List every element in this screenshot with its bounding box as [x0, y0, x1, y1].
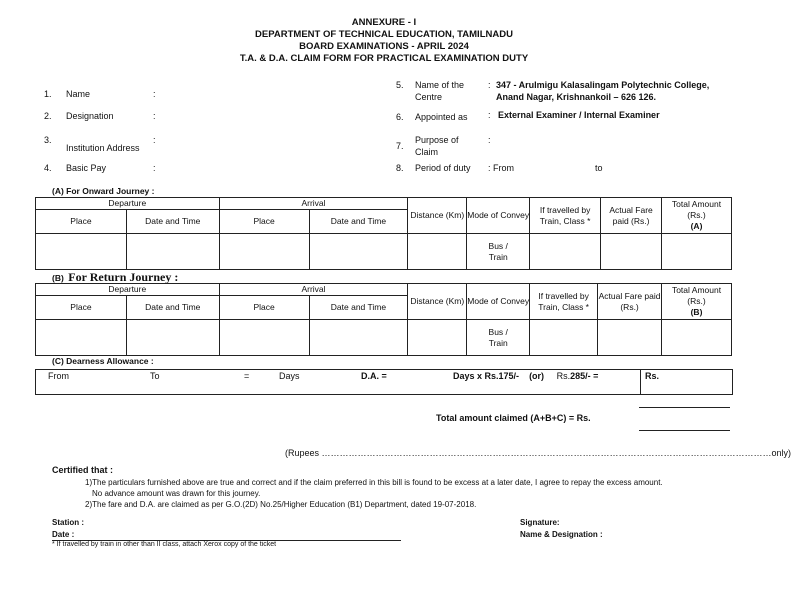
footnote: * If travelled by train in other than II class, attach Xerox copy of the ticket [52, 541, 277, 548]
field-1-num: 1. [44, 89, 52, 99]
return-departure-header: Departure [36, 284, 220, 296]
annexure-title: ANNEXURE - I [351, 17, 417, 28]
return-train-class-header: If travelled by Train, Class * [530, 284, 598, 320]
return-arrival-header: Arrival [219, 284, 408, 296]
return-distance-header: Distance (Km) [408, 284, 467, 320]
field-2-num: 2. [44, 111, 52, 121]
da-divider [640, 369, 641, 394]
appointed-as-label: Appointed as [415, 112, 468, 122]
certified-point-1b: No advance amount was drawn for this journey. [92, 489, 261, 498]
return-dep-datetime-header: Date and Time [126, 296, 219, 320]
return-total-label: Total Amount (Rs.) [671, 285, 722, 306]
centre-label-2: Centre [415, 92, 443, 102]
period-to-label: to [595, 163, 603, 173]
exam-title: BOARD EXAMINATIONS - APRIL 2024 [299, 41, 469, 52]
onward-mode-header: Mode of Convey [467, 198, 530, 234]
total-line-top [639, 407, 730, 408]
return-train-class-cell[interactable] [530, 320, 598, 356]
onward-journey-title: (A) For Onward Journey : [52, 186, 155, 196]
return-arr-place-cell[interactable] [219, 320, 309, 356]
field-3-num: 3. [44, 135, 52, 145]
return-mode-header: Mode of Convey [467, 284, 530, 320]
onward-mode-cell[interactable] [467, 234, 530, 270]
return-total-cell[interactable] [662, 320, 732, 356]
da-or: (or) [529, 371, 545, 381]
station-label: Station : [52, 518, 84, 527]
basic-pay-label: Basic Pay [66, 163, 107, 173]
return-dep-place-header: Place [36, 296, 127, 320]
return-fare-cell[interactable] [598, 320, 662, 356]
field-7-num: 7. [396, 141, 404, 151]
department-title: DEPARTMENT OF TECHNICAL EDUCATION, TAMILNADU [255, 29, 513, 40]
da-rate-calc [453, 371, 598, 381]
date-label: Date : [52, 530, 75, 539]
onward-journey-table [35, 197, 732, 270]
onward-arr-datetime-cell[interactable] [309, 234, 408, 270]
return-dep-place-cell[interactable] [36, 320, 127, 356]
appointed-as-value: External Examiner / Internal Examiner [498, 110, 660, 120]
da-from: From [48, 371, 69, 381]
field-5-num: 5. [396, 80, 404, 90]
onward-distance-header: Distance (Km) [408, 198, 467, 234]
return-total-header [662, 284, 732, 320]
total-claimed-label: Total amount claimed (A+B+C) = Rs. [436, 413, 591, 423]
total-line-bottom [639, 430, 730, 431]
rupees-in-words: (Rupees ……………………………………………………………………………………………………………………………………only) [285, 448, 791, 458]
certified-title: Certified that : [52, 465, 114, 475]
designation-label: Designation [66, 111, 114, 121]
appointed-as-colon: : [488, 110, 491, 120]
da-da-equals: D.A. = [361, 371, 387, 381]
return-mode-cell[interactable] [467, 320, 530, 356]
onward-distance-cell[interactable] [408, 234, 467, 270]
da-title: (C) Dearness Allowance : [52, 356, 154, 366]
purpose-label-1: Purpose of [415, 135, 459, 145]
period-of-duty-label: Period of duty [415, 163, 471, 173]
da-rs: Rs. [645, 371, 660, 381]
da-to: To [150, 371, 160, 381]
period-from-label: : From [488, 163, 514, 173]
onward-dep-datetime-header: Date and Time [126, 210, 219, 234]
onward-total-cell[interactable] [662, 234, 732, 270]
certified-point-1: 1)The particulars furnished above are true and correct and if the claim preferred in this bill is found to be excess at a later date, I agree to repay the excess amount. [85, 478, 663, 487]
onward-mode-value: Bus / Train [488, 240, 508, 262]
da-rate-1: 175/- [498, 371, 520, 381]
return-arr-place-header: Place [219, 296, 309, 320]
name-designation-label: Name & Designation : [520, 530, 603, 539]
field-4-num: 4. [44, 163, 52, 173]
onward-arrival-header: Arrival [219, 198, 408, 210]
onward-arr-datetime-header: Date and Time [309, 210, 408, 234]
da-equals: = [244, 371, 250, 381]
return-fare-header: Actual Fare paid (Rs.) [598, 284, 662, 320]
signature-label: Signature: [520, 518, 560, 527]
onward-arr-place-header: Place [219, 210, 309, 234]
onward-arr-place-cell[interactable] [219, 234, 309, 270]
da-rate-2: 285/- = [570, 371, 599, 381]
da-rs-2: Rs. [556, 371, 571, 381]
onward-departure-header: Departure [36, 198, 220, 210]
return-journey-table [35, 283, 732, 356]
onward-total-code: (A) [690, 221, 703, 231]
purpose-label-2: Claim [415, 147, 439, 157]
return-mode-value: Bus / Train [488, 326, 508, 348]
onward-train-class-header: If travelled by Train, Class * [530, 198, 601, 234]
field-6-num: 6. [396, 112, 404, 122]
centre-value-2: Anand Nagar, Krishnankoil – 626 126. [496, 92, 657, 102]
certified-point-2: 2)The fare and D.A. are claimed as per G.O.(2D) No.25/Higher Education (B1) Department, dated 19-07-2018. [85, 500, 477, 509]
da-days: Days [279, 371, 300, 381]
onward-fare-header: Actual Fare paid (Rs.) [601, 198, 662, 234]
institution-address-colon: : [153, 135, 156, 145]
basic-pay-colon: : [153, 163, 156, 173]
centre-colon: : [488, 80, 491, 90]
onward-train-class-cell[interactable] [530, 234, 601, 270]
return-total-code: (B) [690, 307, 703, 317]
return-dep-datetime-cell[interactable] [126, 320, 219, 356]
return-journey-prefix: (B) [52, 273, 64, 283]
onward-total-label: Total Amount (Rs.) [671, 199, 722, 220]
return-journey-label: For Return Journey : [68, 270, 179, 284]
institution-address-label: Institution Address [66, 143, 140, 153]
name-label: Name [66, 89, 91, 99]
field-8-num: 8. [396, 163, 404, 173]
da-days-x: Days x Rs. [453, 371, 499, 381]
onward-dep-place-cell[interactable] [36, 234, 127, 270]
name-colon: : [153, 89, 156, 99]
return-distance-cell[interactable] [408, 320, 467, 356]
centre-label-1: Name of the [415, 80, 465, 90]
return-arr-datetime-header: Date and Time [309, 296, 408, 320]
onward-total-header [662, 198, 732, 234]
designation-colon: : [153, 111, 156, 121]
onward-fare-cell[interactable] [601, 234, 662, 270]
return-arr-datetime-cell[interactable] [309, 320, 408, 356]
centre-value-1: 347 - Arulmigu Kalasalingam Polytechnic College, [496, 80, 710, 90]
purpose-colon: : [488, 135, 491, 145]
onward-dep-datetime-cell[interactable] [126, 234, 219, 270]
form-title: T.A. & D.A. CLAIM FORM FOR PRACTICAL EXAMINATION DUTY [239, 53, 529, 64]
onward-dep-place-header: Place [36, 210, 127, 234]
